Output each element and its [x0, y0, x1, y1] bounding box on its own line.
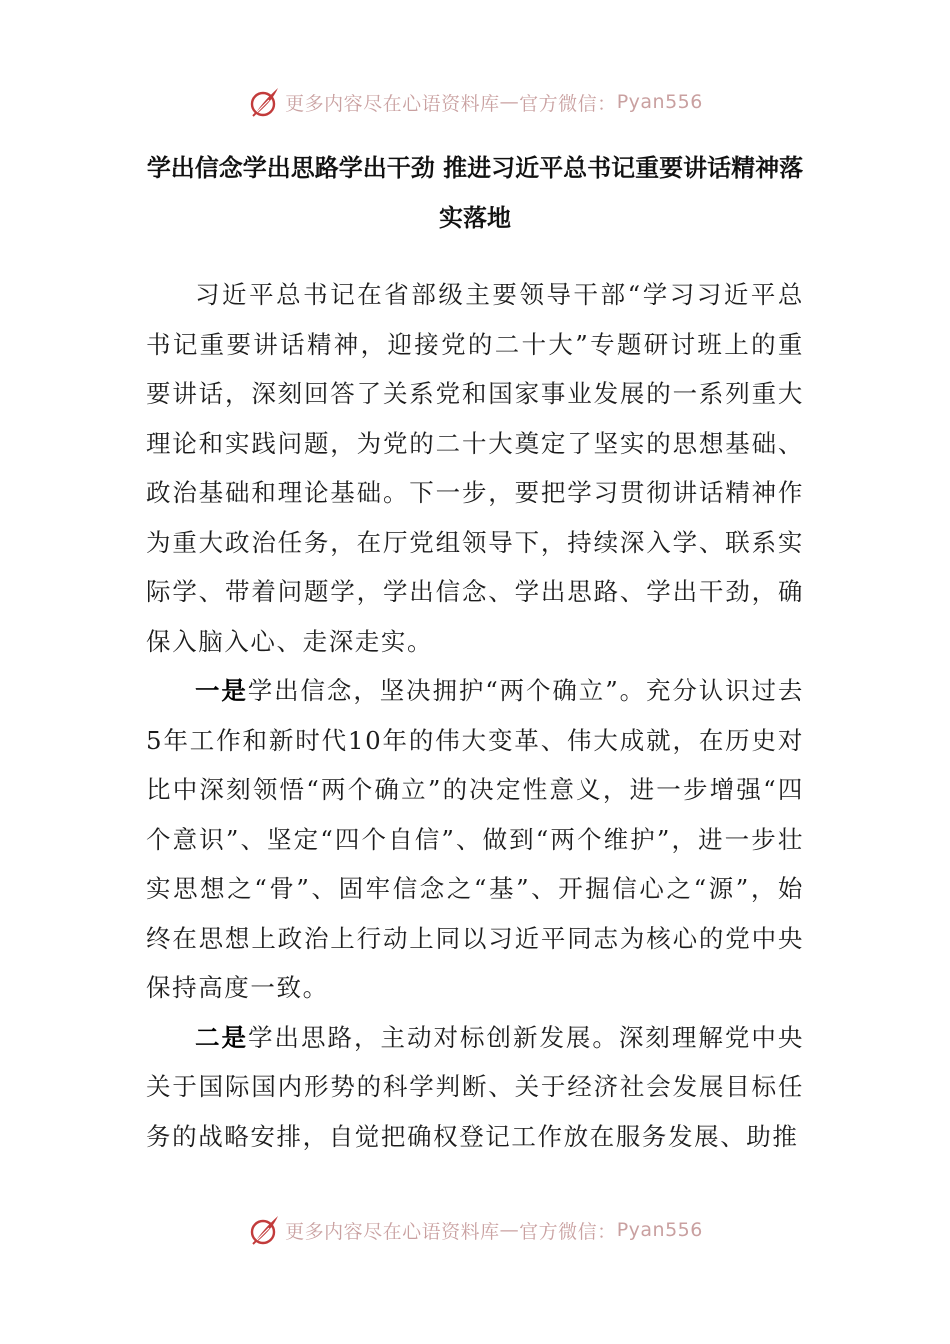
paragraph-lead: 一是 [195, 676, 248, 705]
banner-wechat-label: 官方微信： [519, 1220, 617, 1243]
paragraph-text: 学出信念，坚决拥护“两个确立”。充分认识过去5年工作和新时代10年的伟大变革、伟大成就，在历史对比中深刻领悟“两个确立”的决定性意义，进一步增强“四个意识”、坚定“四个自信”、做到“两个维护”，进一步壮实思想之“骨”、固牢信念之“基”、开掘信心之“源”，始终在思想上政治上行动上同以习近平同志为核心的党中央保持高度一致。 [146, 676, 805, 1002]
paragraph-point-one [146, 666, 804, 1013]
document-body [146, 270, 804, 1161]
paragraph-text: 习近平总书记在省部级主要领导干部“学习习近平总书记重要讲话精神，迎接党的二十大”专题研讨班上的重要讲话，深刻回答了关系党和国家事业发展的一系列重大理论和实践问题，为党的二十大奠定了坚实的思想基础、政治基础和理论基础。下一步，要把学习贯彻讲话精神作为重大政治任务，在厅党组领导下，持续深入学、联系实际学、带着问题学，学出信念、学出思路、学出干劲，确保入脑入心、走深走实。 [146, 280, 804, 656]
header-banner [0, 80, 950, 124]
banner-wechat-id: Pyan556 [616, 1219, 703, 1241]
banner-text: 更多内容尽在心语资料库 [285, 1220, 500, 1243]
banner-wechat-label: 官方微信： [519, 92, 617, 115]
paragraph-intro [146, 270, 804, 666]
paragraph-lead: 二是 [195, 1022, 248, 1052]
paragraph-text: 学出思路，主动对标创新发展。深刻理解党中央关于国际国内形势的科学判断、关于经济社会发展目标任务的战略安排，自觉把确权登记工作放在服务发展、助推 [146, 1022, 804, 1151]
banner-text: 更多内容尽在心语资料库 [285, 92, 500, 115]
banner-dash: — [499, 1219, 520, 1241]
banner-dash: — [499, 91, 520, 113]
footer-banner [0, 1208, 950, 1252]
document-title: 学出信念学出思路学出干劲 推进习近平总书记重要讲话精神落实落地 [146, 153, 804, 232]
quill-pen-icon [247, 85, 281, 119]
banner-wechat-id: Pyan556 [616, 91, 703, 113]
paragraph-point-two [146, 1013, 804, 1162]
quill-pen-icon [247, 1213, 281, 1247]
